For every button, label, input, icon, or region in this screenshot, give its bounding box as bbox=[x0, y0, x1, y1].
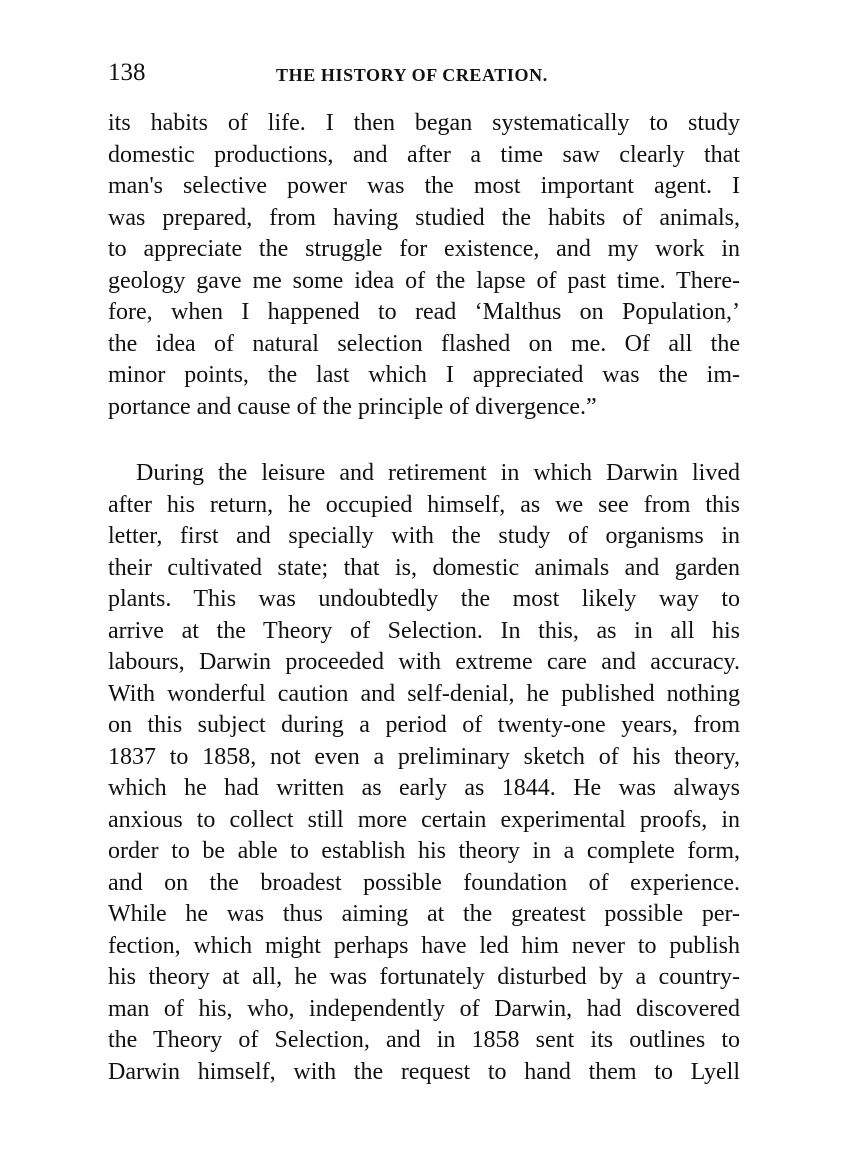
text-line: labours, Darwin proceeded with extreme care and accuracy. bbox=[108, 649, 740, 675]
text-line: plants. This was undoubtedly the most likely way to bbox=[108, 586, 740, 612]
text-line: letter, first and specially with the study of organisms in bbox=[108, 523, 740, 549]
text-line: Darwin himself, with the request to hand them to Lyell bbox=[108, 1058, 740, 1085]
text-line: fection, which might perhaps have led him never to publish bbox=[108, 932, 740, 959]
text-line: With wonderful caution and self-denial, he published nothing bbox=[108, 680, 740, 707]
text-line: after his return, he occupied himself, as we see from this bbox=[108, 491, 740, 518]
text-line: While he was thus aiming at the greatest possible per- bbox=[108, 901, 740, 927]
running-head bbox=[108, 58, 740, 92]
text-line: the Theory of Selection, and in 1858 sent its outlines to bbox=[108, 1027, 740, 1053]
text-line: arrive at the Theory of Selection. In this, as in all his bbox=[108, 617, 740, 644]
text-line: order to be able to establish his theory in a complete form, bbox=[108, 838, 740, 864]
text-line: its habits of life. I then began systematically to study bbox=[108, 110, 740, 136]
text-line: his theory at all, he was fortunately disturbed by a country- bbox=[108, 964, 740, 990]
text-line: portance and cause of the principle of divergence.” bbox=[108, 393, 597, 420]
text-line: fore, when I happened to read ‘Malthus on Population,’ bbox=[108, 299, 740, 325]
text-line: which he had written as early as 1844. He was always bbox=[108, 775, 740, 801]
text-line: was prepared, from having studied the habits of animals, bbox=[108, 204, 740, 231]
text-line: 1837 to 1858, not even a preliminary sketch of his theory, bbox=[108, 743, 740, 770]
text-line: man of his, who, independently of Darwin, had discovered bbox=[108, 995, 740, 1022]
text-line: and on the broadest possible foundation of experience. bbox=[108, 869, 740, 896]
text-line: geology gave me some idea of the lapse of past time. There- bbox=[108, 267, 740, 294]
text-line: domestic productions, and after a time saw clearly that bbox=[108, 141, 740, 168]
paragraph-darwin-leisure bbox=[108, 458, 740, 1088]
text-line: the idea of natural selection flashed on me. Of all the bbox=[108, 330, 740, 357]
text-line: on this subject during a period of twenty-one years, from bbox=[108, 712, 740, 738]
text-line: During the leisure and retirement in which Darwin lived bbox=[136, 460, 740, 486]
running-title: THE HISTORY OF CREATION. bbox=[276, 65, 548, 85]
page-number: 138 bbox=[108, 59, 146, 86]
text-line: man's selective power was the most important agent. I bbox=[108, 173, 740, 199]
text-line: anxious to collect still more certain experimental proofs, in bbox=[108, 806, 740, 833]
text-line: their cultivated state; that is, domestic animals and garden bbox=[108, 554, 740, 581]
text-line: minor points, the last which I appreciated was the im- bbox=[108, 362, 740, 388]
text-line: to appreciate the struggle for existence, and my work in bbox=[108, 236, 740, 262]
paragraph-continued-quote bbox=[108, 108, 740, 423]
